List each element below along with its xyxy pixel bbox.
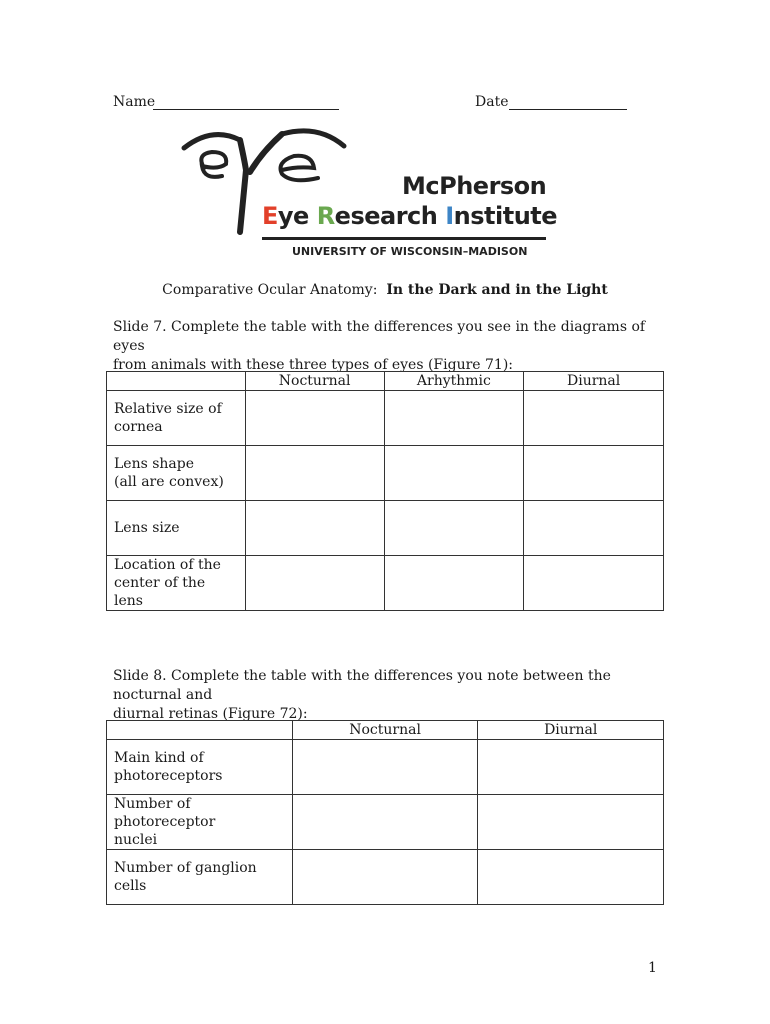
table-row bbox=[107, 795, 664, 850]
row-label bbox=[107, 446, 246, 501]
date-label: Date bbox=[475, 94, 509, 110]
table-header-cell: Diurnal bbox=[524, 372, 664, 391]
title-bold: In the Dark and in the Light bbox=[386, 282, 608, 298]
name-label: Name bbox=[113, 94, 156, 110]
answer-cell[interactable] bbox=[292, 795, 478, 850]
table-header-row bbox=[107, 721, 664, 740]
table-row bbox=[107, 740, 664, 795]
table-header-row bbox=[107, 372, 664, 391]
row-label-line2: cornea bbox=[114, 419, 163, 435]
logo-eye-initial: E bbox=[262, 202, 278, 230]
answer-cell[interactable] bbox=[384, 391, 524, 446]
answer-cell[interactable] bbox=[478, 850, 664, 905]
logo-divider bbox=[262, 237, 546, 240]
table-row bbox=[107, 556, 664, 611]
row-label bbox=[107, 850, 293, 905]
row-label-line1: Number of photoreceptor bbox=[114, 796, 216, 830]
answer-cell[interactable] bbox=[384, 501, 524, 556]
table-header-cell: Nocturnal bbox=[292, 721, 478, 740]
page-number: 1 bbox=[648, 960, 657, 976]
slide7-table bbox=[106, 371, 664, 611]
logo-institute-rest: nstitute bbox=[453, 202, 558, 230]
answer-cell[interactable] bbox=[292, 740, 478, 795]
row-label-line1: Lens size bbox=[114, 520, 180, 536]
slide7-instructions-line1: Slide 7. Complete the table with the differences you see in the diagrams of eyes bbox=[113, 319, 646, 354]
slide8-table bbox=[106, 720, 664, 905]
row-label bbox=[107, 556, 246, 611]
row-label-line1: Location of the bbox=[114, 557, 221, 573]
table-header-cell: Nocturnal bbox=[245, 372, 384, 391]
name-blank-line[interactable] bbox=[153, 108, 339, 110]
table-row bbox=[107, 850, 664, 905]
table-header-cell: Diurnal bbox=[478, 721, 664, 740]
row-label-line2: center of the lens bbox=[114, 575, 206, 609]
row-label-line1: Lens shape bbox=[114, 456, 195, 472]
slide8-instructions bbox=[113, 667, 673, 724]
answer-cell[interactable] bbox=[524, 391, 664, 446]
date-blank-line[interactable] bbox=[509, 108, 627, 110]
answer-cell[interactable] bbox=[384, 446, 524, 501]
answer-cell[interactable] bbox=[478, 740, 664, 795]
slide7-instructions-line2: from animals with these three types of eyes (Figure 71): bbox=[113, 357, 514, 373]
logo-eye-rest: ye bbox=[277, 202, 317, 230]
row-label-line2: photoreceptors bbox=[114, 768, 223, 784]
logo-research-initial: R bbox=[316, 202, 335, 230]
row-label-line2: nuclei bbox=[114, 832, 158, 848]
table-row bbox=[107, 446, 664, 501]
worksheet-title bbox=[0, 282, 770, 298]
answer-cell[interactable] bbox=[478, 795, 664, 850]
row-label bbox=[107, 740, 293, 795]
row-label-line1: Main kind of bbox=[114, 750, 204, 766]
answer-cell[interactable] bbox=[524, 446, 664, 501]
logo-name-line1: McPherson bbox=[402, 172, 547, 200]
table-row bbox=[107, 501, 664, 556]
answer-cell[interactable] bbox=[524, 501, 664, 556]
row-label-line1: Relative size of bbox=[114, 401, 222, 417]
slide7-instructions bbox=[113, 318, 673, 375]
answer-cell[interactable] bbox=[245, 446, 384, 501]
answer-cell[interactable] bbox=[524, 556, 664, 611]
row-label bbox=[107, 795, 293, 850]
answer-cell[interactable] bbox=[245, 556, 384, 611]
table-header-empty bbox=[107, 372, 246, 391]
row-label bbox=[107, 391, 246, 446]
table-row bbox=[107, 391, 664, 446]
answer-cell[interactable] bbox=[245, 501, 384, 556]
mcpherson-logo bbox=[178, 128, 558, 264]
title-prefix: Comparative Ocular Anatomy: bbox=[162, 282, 378, 298]
logo-university: UNIVERSITY OF WISCONSIN–MADISON bbox=[292, 245, 528, 258]
slide8-instructions-line2: diurnal retinas (Figure 72): bbox=[113, 706, 308, 722]
logo-institute-initial: I bbox=[445, 202, 454, 230]
logo-research-rest: esearch bbox=[334, 202, 446, 230]
row-label-line2: (all are convex) bbox=[114, 474, 224, 490]
row-label bbox=[107, 501, 246, 556]
row-label-line1: Number of ganglion cells bbox=[114, 860, 257, 894]
slide8-instructions-line1: Slide 8. Complete the table with the differences you note between the nocturnal and bbox=[113, 668, 611, 703]
answer-cell[interactable] bbox=[292, 850, 478, 905]
logo-name-line2 bbox=[262, 202, 557, 230]
table-header-empty bbox=[107, 721, 293, 740]
table-header-cell: Arhythmic bbox=[384, 372, 524, 391]
answer-cell[interactable] bbox=[245, 391, 384, 446]
answer-cell[interactable] bbox=[384, 556, 524, 611]
